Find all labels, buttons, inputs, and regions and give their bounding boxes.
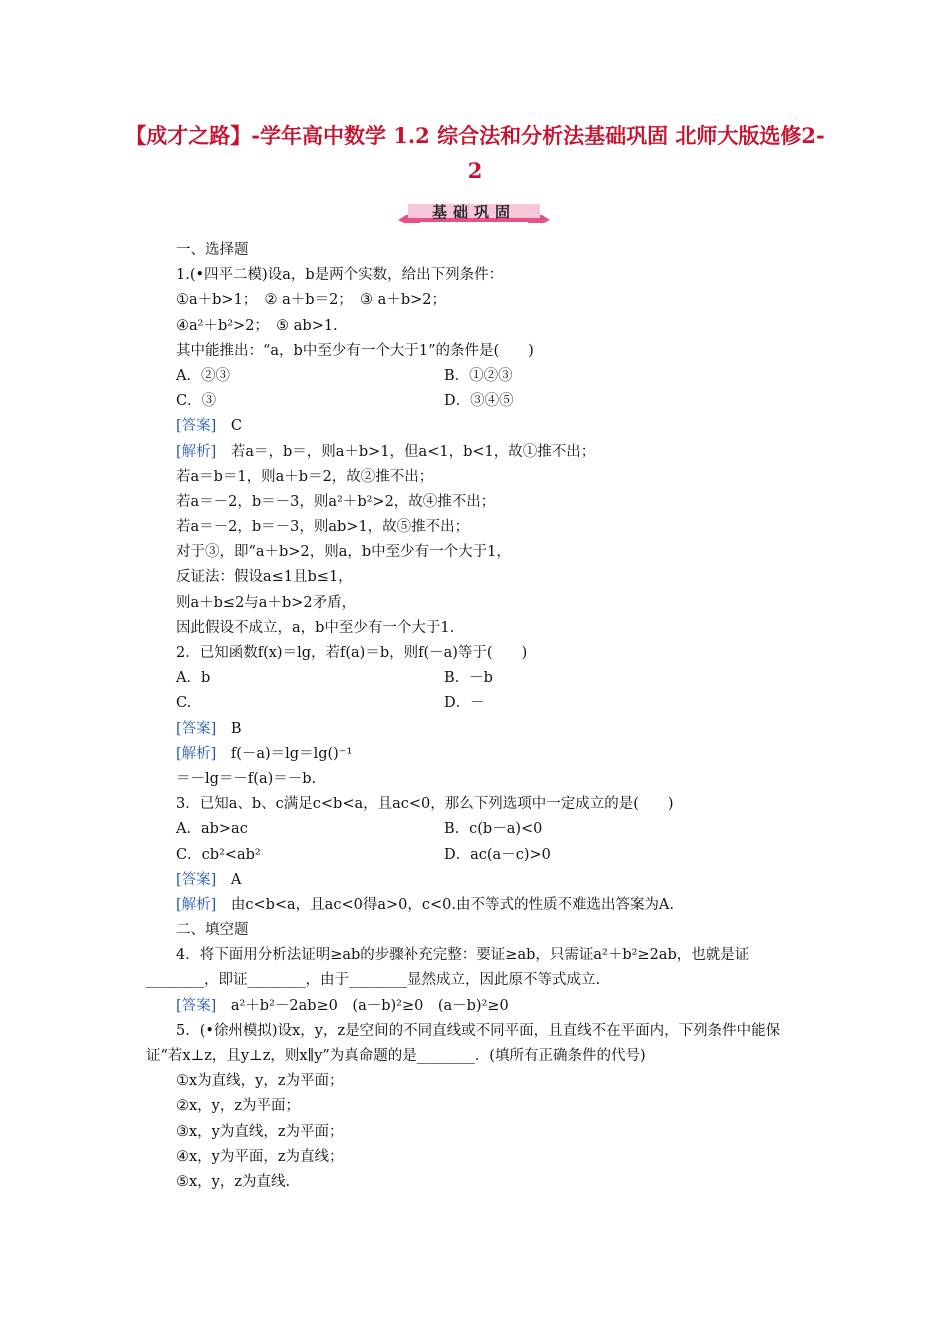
option-c: C．③ [176,393,217,410]
answer-value: a²＋b²－2ab≥0 (a－b)²≥0 (a－b)²≥0 [230,997,509,1014]
explanation-text: 若a＝，b＝，则a＋b>1，但a<1，b<1，故①推不出； [230,443,596,460]
option-b: B．①②③ [444,367,513,384]
question-1-options [146,389,810,414]
explanation-text: 若a＝b＝1，则a＋b＝2，故②推不出； [176,468,434,485]
question-5-text: 5．(•徐州模拟)设x，y，z是空间的不同直线或不同平面，且直线不在平面内，下列条件中能保证“若x⊥z，且y⊥z，则x∥y”为真命题的是________．(填所有正确条件的代号) [146,1022,781,1065]
option-b: B．c(b－a)<0 [444,821,543,838]
question-4-text: 4．将下面用分析法证明≥ab的步骤补充完整：要证≥ab，只需证a²＋b²≥2ab，也就是证________，即证________，由于________显然成立，因此原不等式成立. [146,947,750,989]
answer-value: C [230,418,242,435]
explanation-text: 反证法：假设a≤1且b≤1， [176,569,353,586]
option-a: A．ab>ac [176,821,248,838]
answer-line [146,868,810,893]
option-c: C. [176,695,192,712]
explanation-text: 由c<b<a，且ac<0得a>0，c<0.由不等式的性质不难选出答案为A. [230,896,675,913]
document-title: 【成才之路】-学年高中数学 1.2 综合法和分析法基础巩固 北师大版选修2-2 [125,123,825,183]
explanation-line [146,893,810,918]
option-d: D．③④⑤ [444,393,514,410]
option-c: C．cb²<ab² [176,846,261,863]
explanation-line [146,440,810,465]
answer-tag: [答案] [176,720,217,737]
question-5-option: ⑤x，y，z为直线. [176,1174,291,1190]
question-5-option: ②x，y，z为平面； [176,1098,301,1115]
answer-tag: [答案] [176,418,217,435]
explanation-text: 因此假设不成立，a，b中至少有一个大于1. [176,619,455,636]
question-1-conditions: ①a＋b>1； ② a＋b＝2； ③ a＋b>2； [176,292,446,309]
option-d: D．－ [444,695,485,712]
question-5-stem [146,1019,810,1069]
answer-tag: [答案] [176,871,217,888]
question-2-options [146,666,810,691]
banner-label: 基础巩固 [431,203,516,221]
section-banner [398,201,550,223]
explanation-text: 若a＝－2，b＝－3，则ab>1，故⑤推不出； [176,519,470,536]
option-b: B．－b [444,670,493,687]
question-3-stem: 3．已知a、b、c满足c<b<a，且ac<0，那么下列选项中一定成立的是( ) [176,796,674,813]
question-1-options [146,364,810,389]
answer-line [146,414,810,439]
question-3-options [146,843,810,868]
answer-tag: [答案] [176,997,217,1014]
explanation-text: f(－a)＝lg＝lg()⁻¹ [230,745,353,762]
question-5-option: ④x，y为平面，z为直线； [176,1148,344,1165]
section-heading: 二、填空题 [176,922,249,939]
explanation-tag: [解析] [176,896,217,913]
question-2-options [146,691,810,716]
explanation-text: ＝－lg＝－f(a)＝－b. [176,770,317,787]
question-5-option: ③x，y为直线，z为平面； [176,1123,344,1140]
explanation-text: 对于③，即“a＋b>2，则a，b中至少有一个大于1， [176,544,511,561]
option-a: A．b [176,670,211,687]
question-1-conditions: ④a²＋b²>2； ⑤ ab>1. [176,317,338,334]
question-5-option: ①x为直线，y，z为平面； [176,1073,344,1090]
question-2-stem: 2．已知函数f(x)＝lg，若f(a)＝b，则f(－a)等于( ) [176,645,528,661]
answer-value: B [230,720,242,737]
explanation-text: 则a＋b≤2与a＋b>2矛盾， [176,594,357,611]
explanation-tag: [解析] [176,745,217,762]
explanation-tag: [解析] [176,443,217,460]
answer-line [146,717,810,742]
explanation-text: 若a＝－2，b＝－3，则a²＋b²>2，故④推不出； [176,493,496,510]
section-heading: 一、选择题 [176,242,249,258]
question-1-prompt: 其中能推出：“a，b中至少有一个大于1”的条件是( ) [176,342,534,359]
explanation-line [146,742,810,767]
option-a: A．②③ [176,367,230,384]
option-d: D．ac(a－c)>0 [444,846,551,863]
answer-value: A [230,871,242,888]
question-1-stem: 1.(•四平二模)设a，b是两个实数，给出下列条件： [176,267,504,284]
question-4-stem [146,943,810,993]
question-3-options [146,817,810,842]
answer-line [146,994,810,1019]
document-body [146,238,810,1195]
